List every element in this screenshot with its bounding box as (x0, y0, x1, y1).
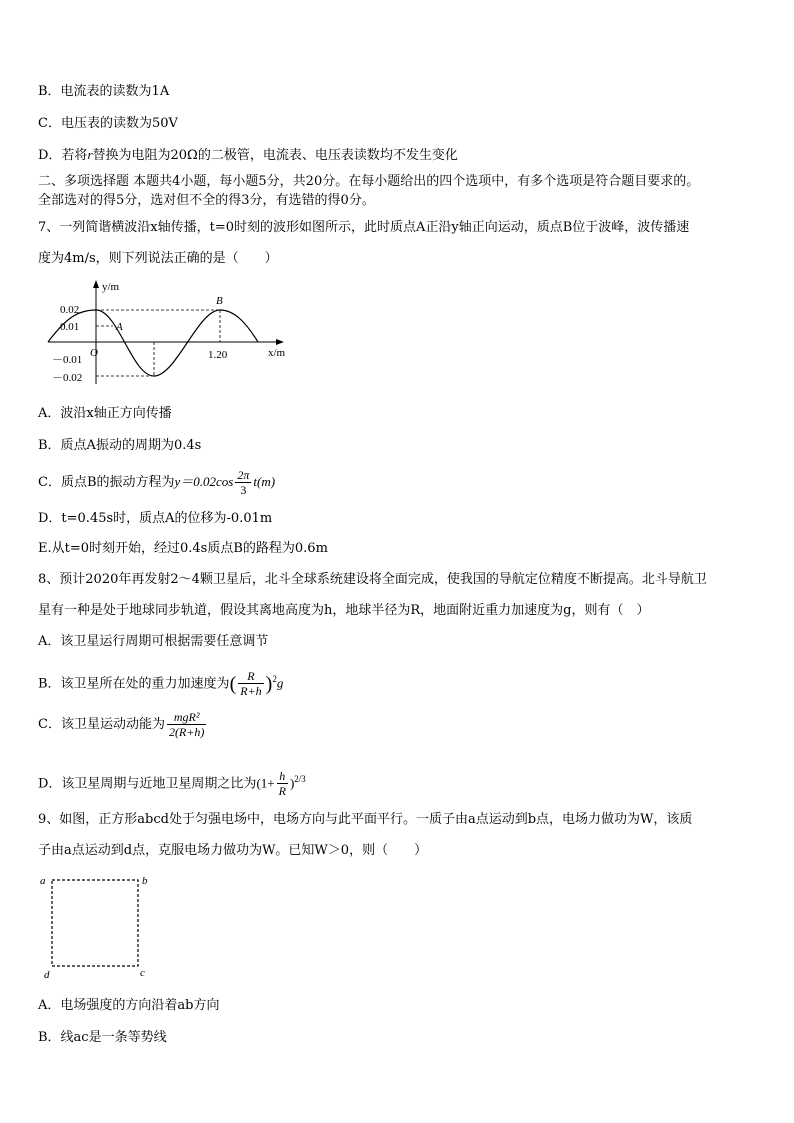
q7-option-c-pre: C．质点B的振动方程为 (38, 475, 175, 490)
q8-option-b-lparen: ( (229, 672, 237, 695)
point-b-label: B (216, 295, 223, 307)
q8-option-c (38, 710, 208, 740)
q9-option-b: B．线ac是一条等势线 (38, 1030, 167, 1045)
q8-option-b-fraction (238, 669, 263, 698)
y-axis-arrow (93, 280, 99, 288)
tick-0.02: 0.02 (60, 304, 80, 316)
wave-curve (48, 310, 258, 376)
q8-option-c-den: 2(R+h) (168, 725, 205, 739)
q8-stem-line-2: 星有一种是处于地球同步轨道，假设其离地高度为h，地球半径为R，地面附近重力加速度为g，则有（ ） (38, 603, 650, 618)
q9-option-a: A．电场强度的方向沿着ab方向 (38, 998, 220, 1013)
section-2-line-1: 二、多项选择题 本题共4小题，每小题5分，共20分。在每小题给出的四个选项中，有多个选项是符合题目要求的。 (38, 174, 700, 189)
q9-square-figure (38, 870, 158, 980)
q6-option-d (38, 147, 458, 164)
q7-stem-line-2: 度为4m/s，则下列说法正确的是（ ） (38, 251, 278, 266)
y-axis-label: y/m (102, 281, 120, 293)
q8-option-c-pre: C．该卫星运动动能为 (38, 717, 165, 732)
q8-stem-line-1: 8、预计2020年再发射2～4颗卫星后，北斗全球系统建设将全面完成，使我国的导航定位精度不断提高。北斗导航卫 (38, 572, 707, 587)
q8-option-d (38, 764, 306, 799)
q8-option-d-exp: 2/3 (294, 774, 306, 784)
q8-option-b-tail: g (276, 675, 284, 691)
q7-option-c-eq-left: y＝0.02cos (174, 474, 234, 489)
q7-option-c-num: 2π (237, 468, 250, 482)
q7-option-d: D．t=0.45s时，质点A的位移为-0.01m (38, 511, 273, 526)
tick-0.01: 0.01 (60, 321, 80, 333)
q8-option-d-one: (1+ (256, 775, 275, 791)
q8-option-d-den: R (278, 784, 286, 799)
vertex-b: b (142, 875, 148, 887)
square-abcd (52, 880, 138, 966)
q8-option-d-fraction (277, 769, 288, 798)
section-2-line-2: 全部选对的得5分，选对但不全的得3分，有选错的得0分。 (38, 193, 375, 208)
vertex-d: d (44, 969, 50, 980)
q8-option-b-num: R (238, 669, 263, 684)
q8-option-c-fraction (167, 710, 206, 739)
q6-option-d-pre: D．若将 (38, 148, 88, 163)
q8-option-b-exp: 2 (272, 674, 277, 684)
q6-option-d-r: r (87, 147, 93, 162)
q8-option-b (38, 664, 283, 699)
q9-stem-line-1: 9、如图，正方形abcd处于匀强电场中，电场方向与此平面平行。一质子由a点运动到b点，电场力做功为W，该质 (38, 812, 693, 827)
q8-option-d-rparen: ) (289, 775, 295, 791)
origin-label: O (90, 347, 98, 359)
q8-option-c-num: mgR² (167, 710, 206, 725)
q7-option-c-fraction (235, 468, 251, 497)
q7-option-e: E.从t=0时刻开始，经过0.4s质点B的路程为0.6m (38, 541, 328, 556)
q8-option-b-pre: B．该卫星所在处的重力加速度为 (38, 676, 230, 692)
q8-option-b-rparen: ) (265, 672, 273, 695)
q7-option-b: B．质点A振动的周期为0.4s (38, 438, 202, 453)
x-tick-1.20: 1.20 (208, 349, 228, 361)
q7-wave-figure (38, 278, 298, 388)
q8-option-d-num: h (277, 769, 288, 784)
q6-option-c: C．电压表的读数为50V (38, 116, 178, 131)
x-axis-arrow (276, 339, 284, 345)
q7-option-c (38, 468, 275, 497)
q8-option-b-den: R+h (240, 684, 262, 699)
q9-stem-line-2: 子由a点运动到d点，克服电场力做功为W。已知W＞0，则（ ） (38, 843, 428, 858)
q7-stem-line-1: 7、一列简谐横波沿x轴传播，t=0时刻的波形如图所示，此时质点A正沿y轴正向运动，质点B位于波峰，波传播速 (38, 220, 690, 235)
vertex-c: c (140, 967, 145, 979)
q8-option-d-pre: D．该卫星周期与近地卫星周期之比为 (38, 776, 257, 792)
q6-option-b: B．电流表的读数为1A (38, 84, 170, 99)
q7-option-a: A．波沿x轴正方向传播 (38, 406, 172, 421)
x-axis-label: x/m (268, 347, 286, 359)
vertex-a: a (40, 875, 46, 887)
q7-option-c-eq-right: t(m) (253, 474, 276, 489)
q8-option-a: A．该卫星运行周期可根据需要任意调节 (38, 634, 269, 649)
tick-neg0.01: －0.01 (52, 354, 83, 366)
tick-neg0.02: －0.02 (52, 372, 83, 384)
point-a-label: A (116, 321, 123, 333)
q6-option-d-post: 替换为电阻为20Ω的二极管，电流表、电压表读数均不发生变化 (92, 148, 458, 163)
q7-option-c-den: 3 (240, 483, 247, 497)
